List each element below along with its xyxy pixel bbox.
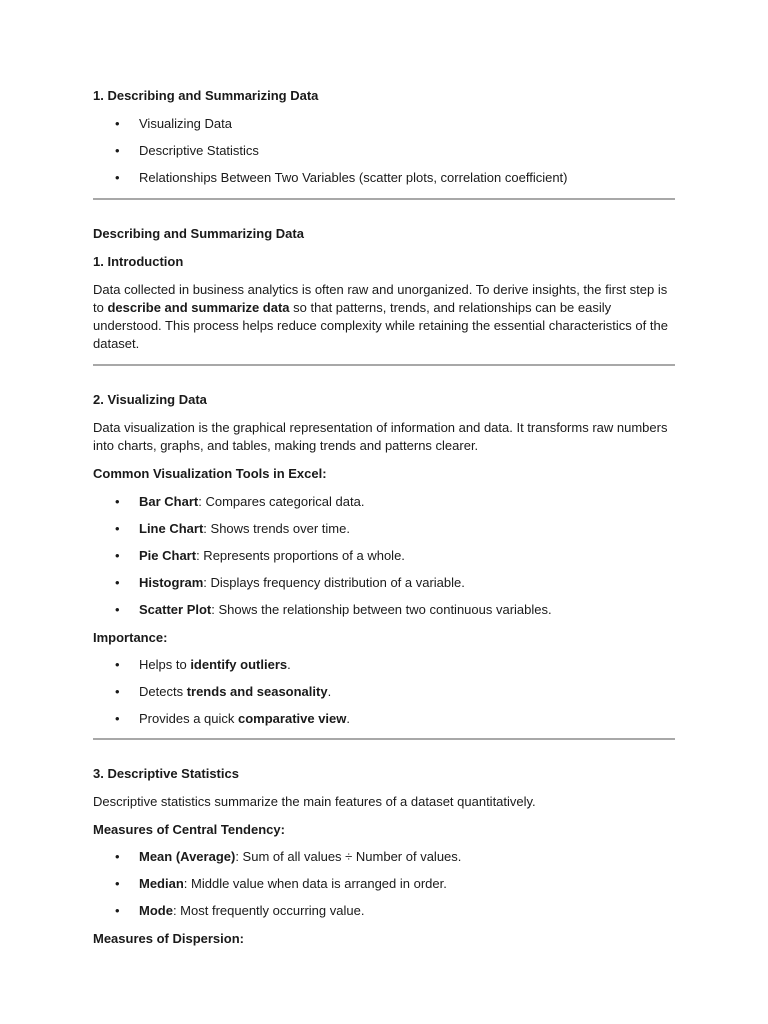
divider	[93, 198, 675, 200]
intro-paragraph: Data collected in business analytics is often raw and unorganized. To derive insights, the first step is to describe and summarize data so that patterns, trends, and relationships can be easily understood. This process helps reduce complexity while retaining the essential characteristics of the dataset.	[93, 282, 668, 351]
bullet: •	[115, 657, 120, 672]
list-item: • Bar Chart: Compares categorical data.	[115, 494, 365, 509]
bullet: •	[115, 711, 120, 726]
document-content	[93, 87, 675, 948]
section-heading: 3. Descriptive Statistics	[93, 766, 239, 781]
subheading: Importance:	[93, 630, 168, 645]
divider	[93, 364, 675, 366]
bullet: •	[115, 143, 120, 158]
divider	[93, 738, 675, 740]
bullet: •	[115, 170, 120, 185]
section-heading: 2. Visualizing Data	[93, 392, 207, 407]
list-item: • Relationships Between Two Variables (scatter plots, correlation coefficient)	[115, 170, 568, 185]
bullet: •	[115, 876, 120, 891]
list-item: • Median: Middle value when data is arranged in order.	[115, 876, 447, 891]
descriptive-paragraph: Descriptive statistics summarize the main features of a dataset quantitatively.	[93, 794, 536, 809]
bullet: •	[115, 602, 120, 617]
list-item: • Line Chart: Shows trends over time.	[115, 521, 350, 536]
bullet: •	[115, 521, 120, 536]
bullet: •	[115, 494, 120, 509]
bullet: •	[115, 575, 120, 590]
list-item: • Visualizing Data	[115, 116, 232, 131]
list-item: • Pie Chart: Represents proportions of a whole.	[115, 548, 405, 563]
list-item: • Mean (Average): Sum of all values ÷ Number of values.	[115, 849, 462, 864]
list-item: • Histogram: Displays frequency distribution of a variable.	[115, 575, 465, 590]
document-title: Describing and Summarizing Data	[93, 226, 304, 241]
list-item: • Helps to identify outliers.	[115, 657, 291, 672]
bullet: •	[115, 903, 120, 918]
list-item: • Mode: Most frequently occurring value.	[115, 903, 365, 918]
visualizing-paragraph: Data visualization is the graphical representation of information and data. It transforms raw numbers into charts, graphs, and tables, making trends and patterns clearer.	[93, 420, 668, 453]
bullet: •	[115, 849, 120, 864]
subheading: Measures of Dispersion:	[93, 931, 244, 946]
list-item: • Provides a quick comparative view.	[115, 711, 351, 726]
bullet: •	[115, 684, 120, 699]
bullet: •	[115, 116, 120, 131]
central-tendency-list	[93, 848, 675, 920]
subheading: Measures of Central Tendency:	[93, 822, 285, 837]
bullet: •	[115, 548, 120, 563]
tools-list	[93, 493, 675, 619]
importance-list	[93, 656, 675, 728]
section-heading: 1. Introduction	[93, 254, 184, 269]
subheading: Common Visualization Tools in Excel:	[93, 466, 327, 481]
list-item: • Scatter Plot: Shows the relationship between two continuous variables.	[115, 602, 552, 617]
list-item: • Descriptive Statistics	[115, 143, 259, 158]
outline-title: 1. Describing and Summarizing Data	[93, 88, 319, 103]
outline-list	[93, 115, 675, 187]
list-item: • Detects trends and seasonality.	[115, 684, 332, 699]
